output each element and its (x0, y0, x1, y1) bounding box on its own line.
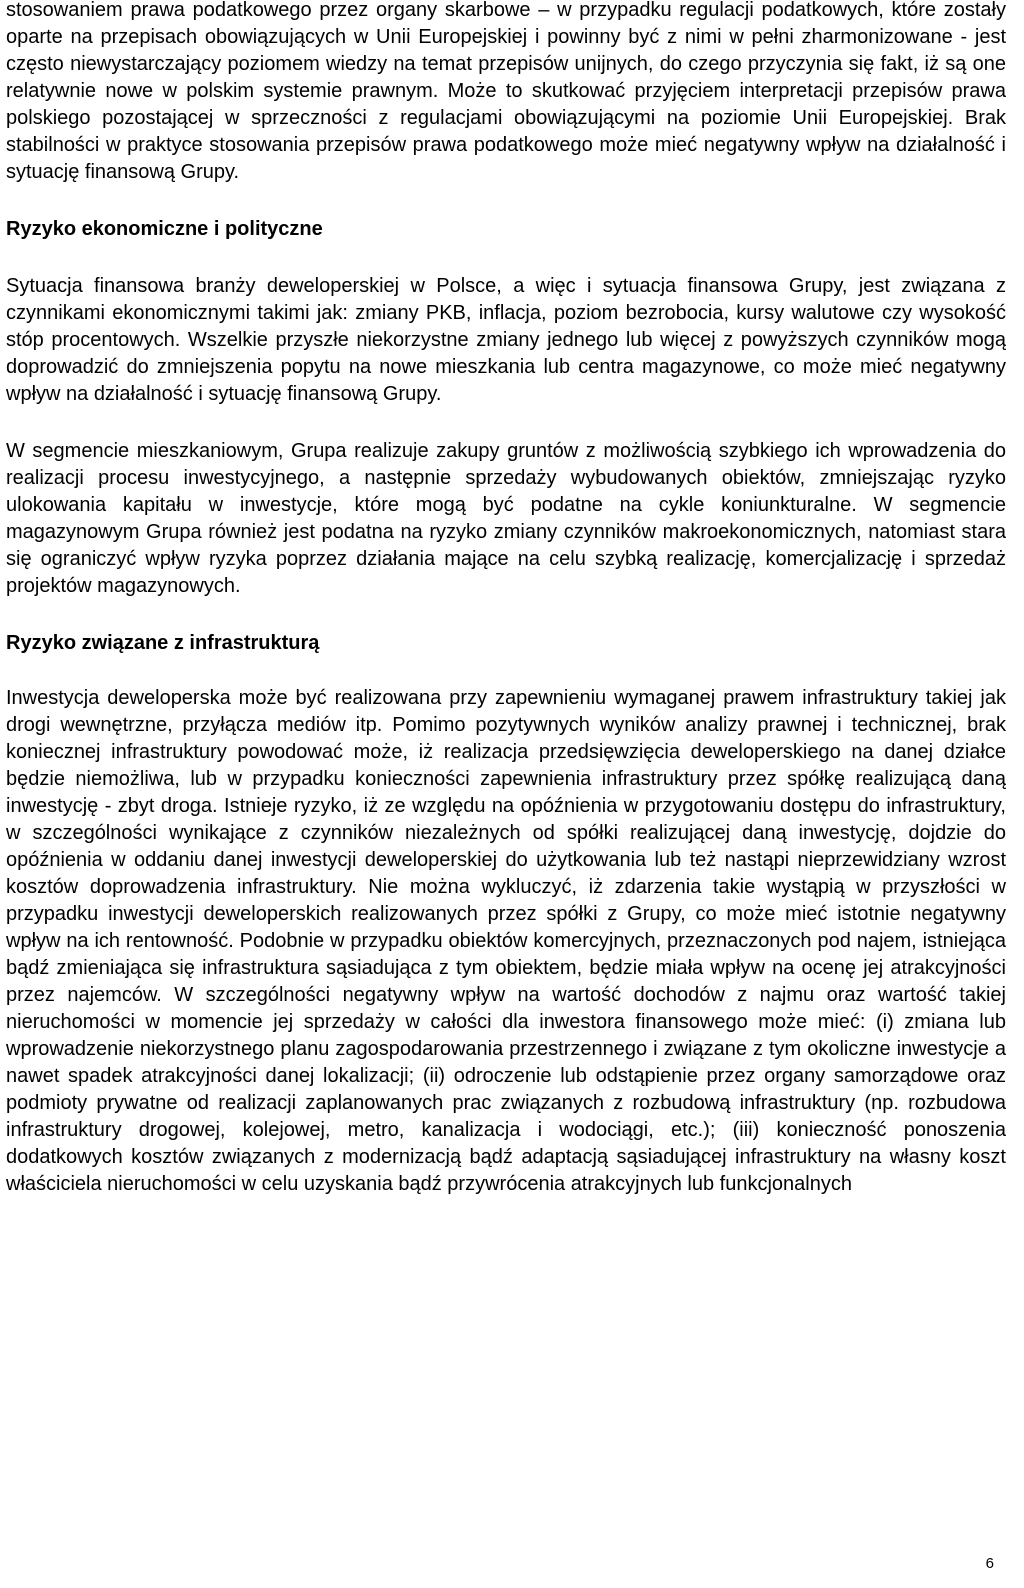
heading-infrastructure-risk: Ryzyko związane z infrastrukturą (6, 632, 320, 654)
paragraph-economic-factors: Sytuacja finansowa branży deweloperskiej w Polsce, a więc i sytuacja finansowa Grupy, jest związana z czynnikami ekonomicznymi takimi jak: zmiany PKB, inflacja, poziom bezrobocia, kursy walutowe czy wysokość stóp procentowych. Wszelkie przyszłe niekorzystne zmiany jednego lub więcej z powyższych czynników mogą doprowadzić do zmniejszenia popytu na nowe mieszkania lub centra magazynowe, co może mieć negatywny wpływ na działalność i sytuację finansową Grupy. (6, 275, 1006, 405)
paragraph-infrastructure: Inwestycja deweloperska może być realizowana przy zapewnieniu wymaganej prawem infrastruktury takiej jak drogi wewnętrzne, przyłącza mediów itp. Pomimo pozytywnych wyników analizy prawnej i technicznej, brak koniecznej infrastruktury powodować może, iż realizacja przedsięwzięcia deweloperskiego na danej działce będzie niemożliwa, lub w przypadku konieczności zapewnienia infrastruktury przez spółkę realizującą daną inwestycję - zbyt droga. Istnieje ryzyko, iż ze względu na opóźnienia w przygotowaniu dostępu do infrastruktury, w szczególności wynikające z czynników niezależnych od spółki realizującej daną inwestycję, dojdzie do opóźnienia w oddaniu danej inwestycji deweloperskiej do użytkowania lub też nastąpi nieprzewidziany wzrost kosztów doprowadzenia infrastruktury. Nie można wykluczyć, iż zdarzenia takie wystąpią w przyszłości w przypadku inwestycji deweloperskich realizowanych przez spółki z Grupy, co może mieć istotnie negatywny wpływ na ich rentowność. Podobnie w przypadku obiektów komercyjnych, przeznaczonych pod najem, istniejąca bądź zmieniająca się infrastruktura sąsiadująca z tym obiektem, będzie miała wpływ na ocenę jej atrakcyjności przez najemców. W szczególności negatywny wpływ na wartość dochodów z najmu oraz wartość takiej nieruchomości w momencie jej sprzedaży w całości dla inwestora finansowego może mieć: (i) zmiana lub wprowadzenie niekorzystnego planu zagospodarowania przestrzennego i związane z tym okoliczne inwestycje a nawet spadek atrakcyjności danej lokalizacji; (ii) odroczenie lub odstąpienie przez organy samorządowe oraz podmioty prywatne od realizacji zaplanowanych prac związanych z rozbudową infrastruktury (np. rozbudowa infrastruktury drogowej, kolejowej, metro, kanalizacja i wodociągi, etc.); (iii) konieczność ponoszenia dodatkowych kosztów związanych z modernizacją bądź adaptacją sąsiadującej infrastruktury na własny koszt właściciela nieruchomości w celu uzyskania bądź przywrócenia atrakcyjnych lub funkcjonalnych (6, 687, 1006, 1195)
page-number: 6 (985, 1555, 994, 1572)
paragraph-segment-risk: W segmencie mieszkaniowym, Grupa realizuje zakupy gruntów z możliwością szybkiego ich wprowadzenia do realizacji procesu inwestycyjnego, a następnie sprzedaży wybudowanych obiektów, zmniejszając ryzyko ulokowania kapitału w inwestycje, które mogą być podatne na cykle koniunkturalne. W segmencie magazynowym Grupa również jest podatna na ryzyko zmiany czynników makroekonomicznych, natomiast stara się ograniczyć wpływ ryzyka poprzez działania mające na celu szybką realizację, komercjalizację i sprzedaż projektów magazynowych. (6, 440, 1006, 597)
paragraph-tax-law-continuation: stosowaniem prawa podatkowego przez organy skarbowe – w przypadku regulacji podatkowych, które zostały oparte na przepisach obowiązujących w Unii Europejskiej i powinny być z nimi w pełni zharmonizowane - jest często niewystarczający poziomem wiedzy na temat przepisów unijnych, do czego przyczynia się fakt, iż są one relatywnie nowe w polskim systemie prawnym. Może to skutkować przyjęciem interpretacji przepisów prawa polskiego pozostającej w sprzeczności z regulacjami obowiązującymi na poziomie Unii Europejskiej. Brak stabilności w praktyce stosowania przepisów prawa podatkowego może mieć negatywny wpływ na działalność i sytuację finansową Grupy. (6, 0, 1006, 183)
document-page (6, 0, 1006, 1198)
heading-economic-political-risk: Ryzyko ekonomiczne i polityczne (6, 218, 323, 240)
